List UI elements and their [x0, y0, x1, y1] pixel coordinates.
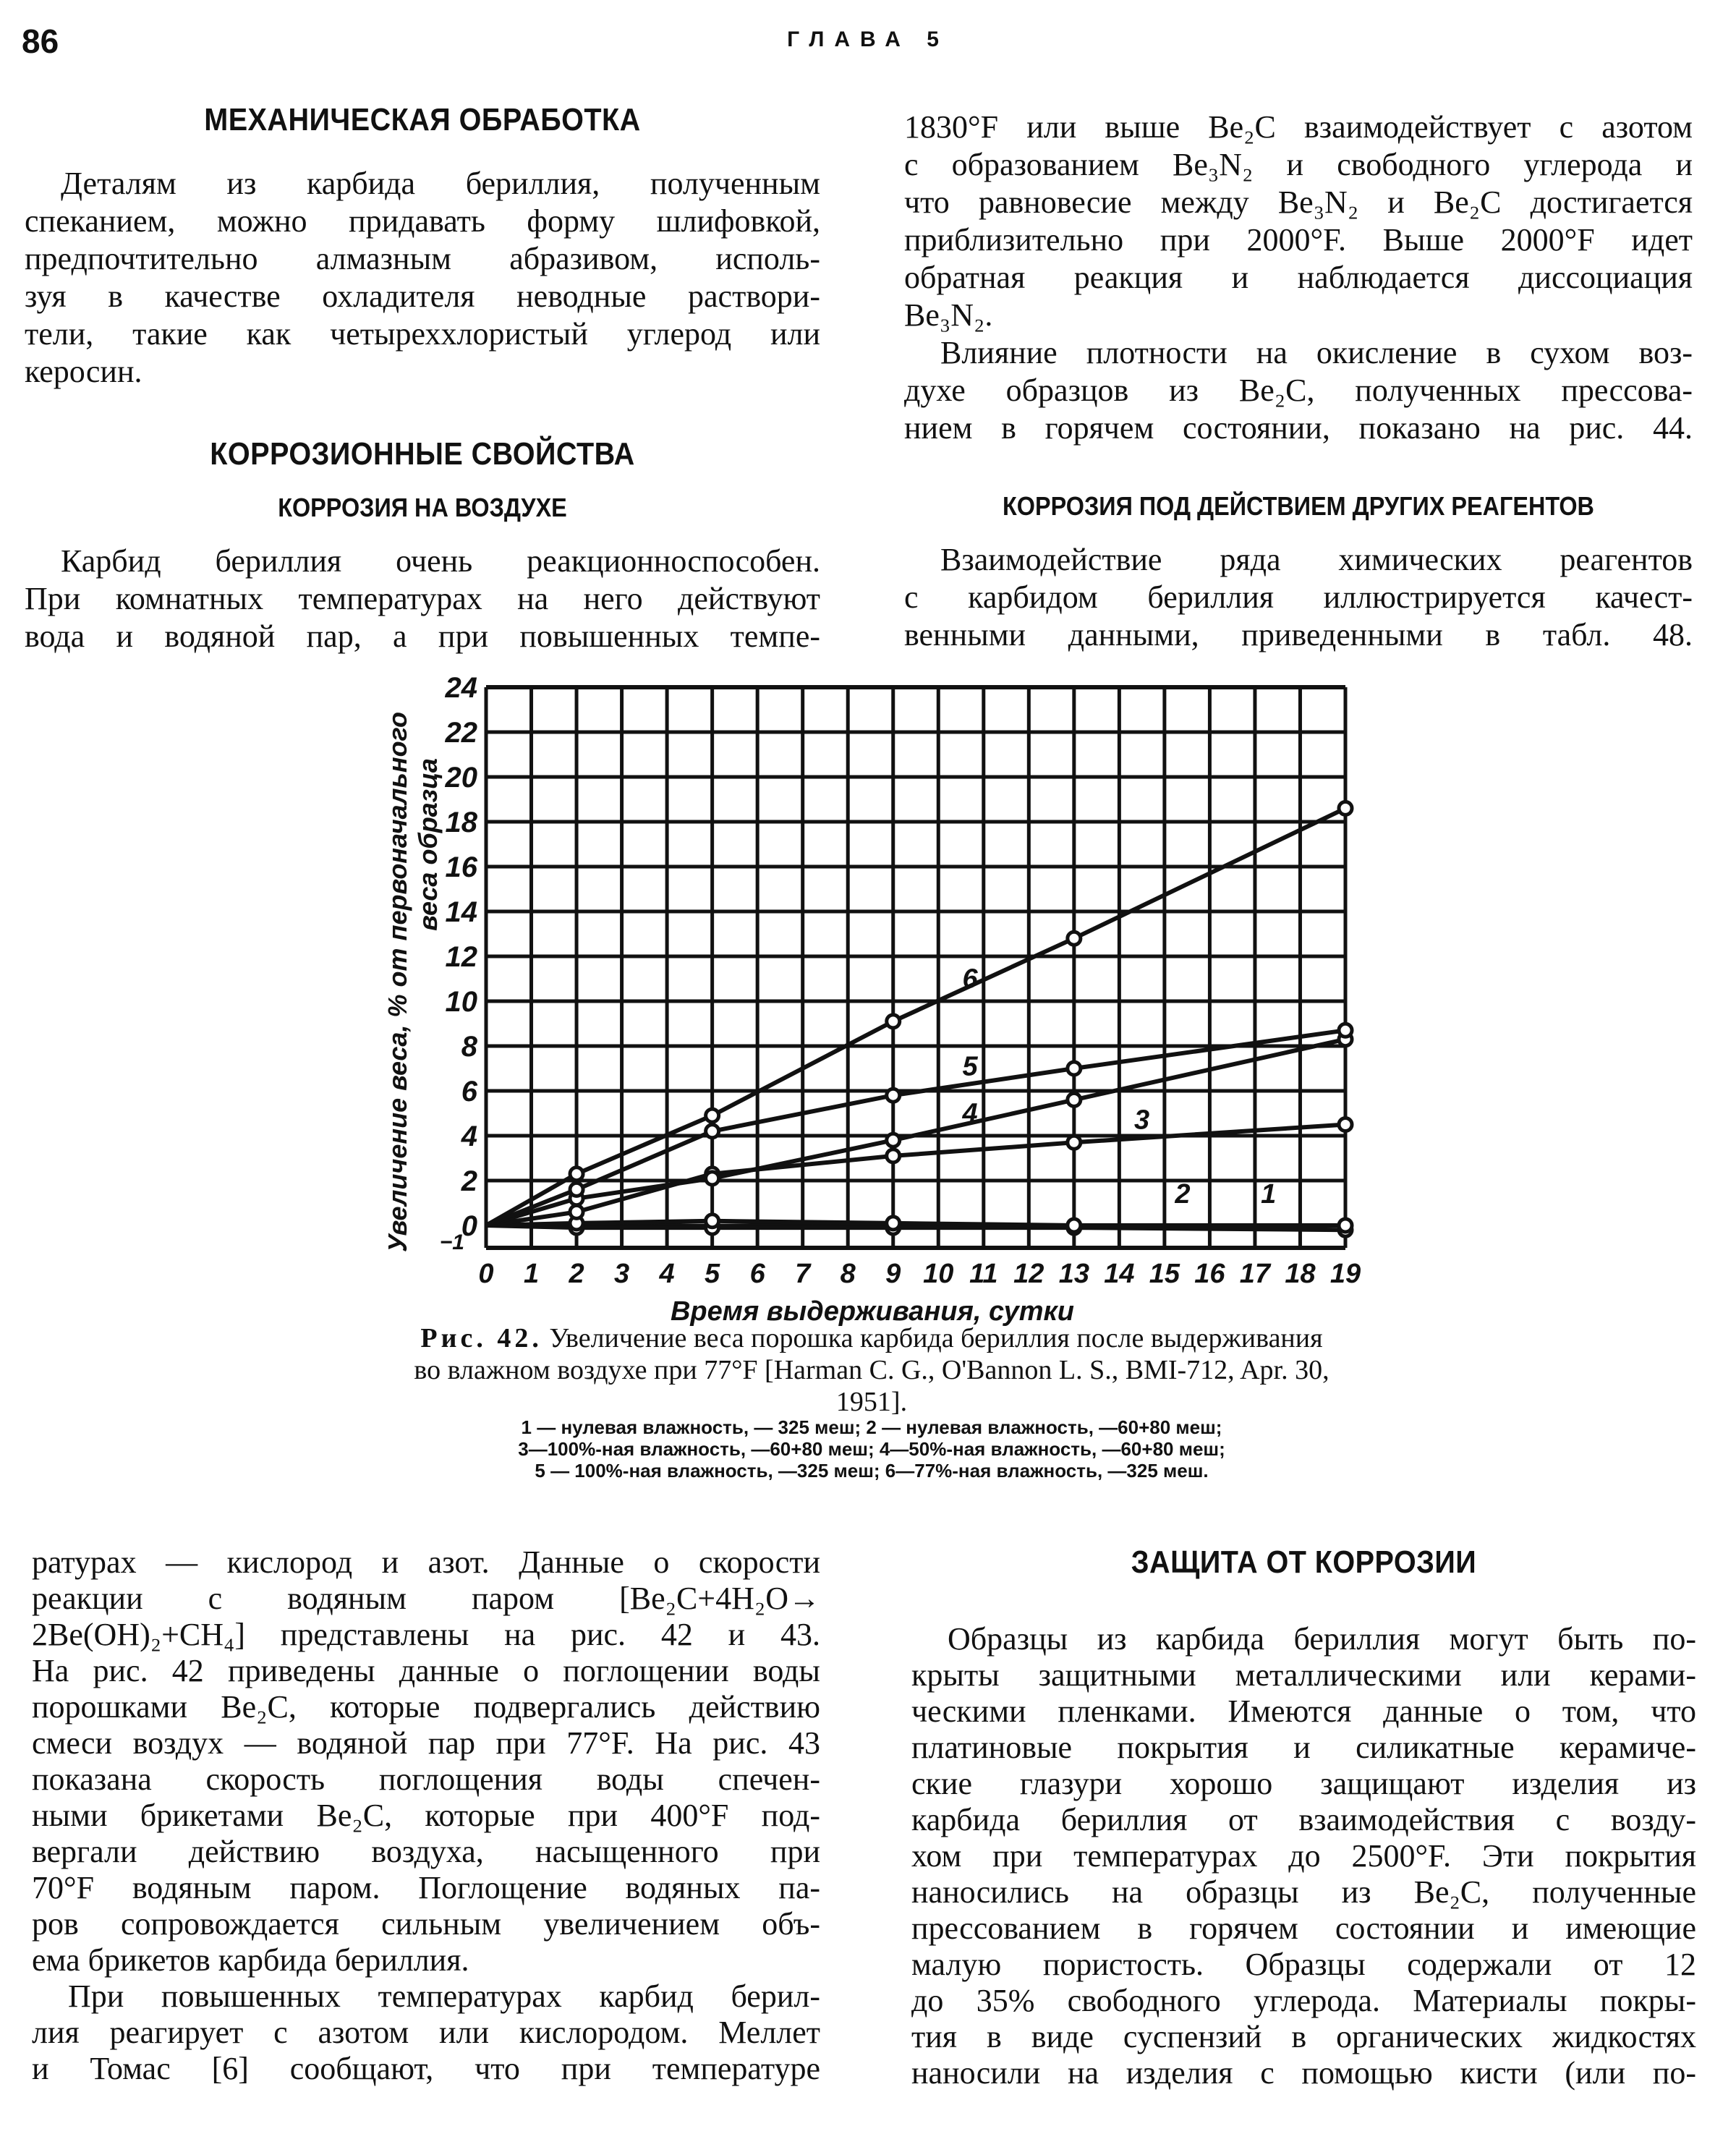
- subheading-other-reagents: КОРРОЗИЯ ПОД ДЕЙСТВИЕМ ДРУГИХ РЕАГЕНТОВ: [1003, 491, 1594, 521]
- y-tick-labels: [440, 672, 478, 1254]
- text-line: с карбидом бериллия иллюстрируется качест-: [904, 579, 1693, 615]
- data-point-series-2: [1068, 1219, 1081, 1232]
- figure-caption-text: Увеличение веса порошка карбида бериллия после выдерживания во влажном воздухе при 77°F [Harman C. G., O'Bannon L. S., BMI-712, Apr. 30, 1951].: [414, 1323, 1329, 1417]
- text-line: карбида бериллия от взаимодействия с возду-: [911, 1802, 1696, 1837]
- data-point-series-5: [887, 1089, 900, 1102]
- text-line: ными брикетами Be₂C, которые при 400°F под-: [32, 1798, 820, 1833]
- text-line: показана скорость поглощения воды спечен-: [32, 1761, 820, 1797]
- y-tick-label: −1: [439, 1230, 464, 1254]
- text-line: порошками Be₂C, которые подвергались действию: [32, 1689, 820, 1725]
- x-tick-label: 17: [1239, 1259, 1271, 1289]
- text-line: нием в горячем состоянии, показано на рис. 44.: [904, 410, 1693, 446]
- text-line: крыты защитными металлическими или керами-: [911, 1657, 1696, 1693]
- text-line: с образованием Be₃N₂ и свободного углерода и: [904, 147, 1693, 182]
- page-number: 86: [22, 22, 59, 60]
- series-label-2: 2: [1175, 1179, 1191, 1210]
- text-line: 1830°F или выше Be₂C взаимодействует с азотом: [904, 109, 1693, 145]
- text-line: 70°F водяным паром. Поглощение водяных па-: [32, 1870, 820, 1905]
- right-top-column: [904, 109, 1693, 654]
- y-axis-label-line-1: Увеличение веса, % от первоначального: [383, 712, 412, 1252]
- y-tick-label: 14: [445, 896, 477, 928]
- subheading-air-corrosion: КОРРОЗИЯ НА ВОЗДУХЕ: [278, 493, 567, 522]
- heading-machining: МЕХАНИЧЕСКАЯ ОБРАБОТКА: [204, 102, 641, 137]
- text-line: ские глазури хорошо защищают изделия из: [911, 1766, 1696, 1801]
- text-line: тели, такие как четыреххлористый углерод или: [25, 316, 820, 352]
- text-line: духе образцов из Be₂C, полученных прессова-: [904, 373, 1693, 408]
- text-line: Be₃N₂.: [904, 297, 993, 333]
- text-line: венными данными, приведенными в табл. 48.: [904, 617, 1693, 652]
- text-line: Карбид бериллия очень реакционноспособен.: [61, 543, 820, 579]
- high-temperature-paragraph: [32, 1978, 820, 2087]
- text-line: 2Be(OH)₂+CH₄] представлены на рис. 42 и 43.: [32, 1617, 820, 1652]
- data-point-series-2: [887, 1217, 900, 1230]
- legend-line: 5 — 100%-ная влажность, —325 меш; 6—77%-ная влажность, —325 меш.: [535, 1460, 1209, 1482]
- y-tick-label: 24: [445, 672, 477, 704]
- text-line: ема брикетов карбида бериллия.: [32, 1942, 469, 1978]
- series-line-5: [486, 1030, 1345, 1225]
- data-point-series-3: [1068, 1136, 1081, 1149]
- series-label-3: 3: [1134, 1105, 1150, 1136]
- figure-42-chart: [362, 672, 1374, 1327]
- x-tick-label: 0: [478, 1259, 494, 1289]
- text-line: зуя в качестве охладителя неводные раствори-: [25, 279, 820, 314]
- series-label-5: 5: [962, 1051, 978, 1082]
- y-tick-label: 16: [445, 851, 477, 883]
- data-point-series-3: [570, 1205, 583, 1218]
- text-line: Взаимодействие ряда химических реагентов: [940, 542, 1693, 577]
- text-line: платиновые покрытия и силикатные керамиче-: [911, 1730, 1696, 1765]
- air-paragraph: [25, 543, 820, 655]
- text-line: приблизительно при 2000°F. Выше 2000°F идет: [904, 222, 1693, 258]
- text-line: Деталям из карбида бериллия, полученным: [61, 166, 820, 201]
- text-line: малую пористость. Образцы содержали от 12: [911, 1947, 1696, 1982]
- nitrogen-paragraph: [904, 109, 1693, 334]
- x-tick-label: 5: [705, 1259, 720, 1289]
- text-line: и Томас [6] сообщают, что при температуре: [32, 2051, 820, 2086]
- text-line: предпочтительно алмазным абразивом, исполь-: [25, 241, 820, 276]
- x-tick-label: 1: [523, 1259, 540, 1289]
- text-line: На рис. 42 приведены данные о поглощении воды: [32, 1653, 820, 1688]
- y-tick-label: 20: [445, 762, 477, 794]
- text-line: прессованием в горячем состоянии и имеющие: [911, 1910, 1696, 1946]
- x-tick-label: 10: [923, 1259, 954, 1289]
- figure-legend: [391, 1416, 1353, 1482]
- data-point-series-6: [570, 1168, 583, 1181]
- x-tick-label: 2: [569, 1259, 584, 1289]
- text-line: наносили на изделия с помощью кисти (или по-: [911, 2055, 1696, 2091]
- data-point-series-2: [706, 1215, 719, 1228]
- text-line: наносились на образцы из Be₂C, полученные: [911, 1874, 1696, 1910]
- chart-grid: [486, 687, 1345, 1248]
- protection-paragraph: [911, 1621, 1696, 2091]
- x-tick-label: 11: [969, 1259, 998, 1289]
- data-point-series-6: [1339, 802, 1352, 815]
- data-point-series-3: [887, 1149, 900, 1162]
- y-tick-label: 18: [445, 807, 477, 838]
- reagents-paragraph: [904, 541, 1693, 654]
- x-tick-label: 16: [1194, 1259, 1225, 1289]
- text-line: тия в виде суспензий в органических жидкостях: [911, 2019, 1696, 2054]
- y-tick-label: 12: [445, 941, 477, 973]
- series-label-4: 4: [962, 1098, 978, 1129]
- data-point-series-4: [1068, 1093, 1081, 1106]
- x-tick-label: 6: [749, 1259, 765, 1289]
- x-tick-label: 18: [1285, 1259, 1316, 1289]
- text-line: керосин.: [25, 354, 142, 389]
- y-tick-label: 10: [445, 986, 477, 1018]
- data-point-series-5: [706, 1125, 719, 1138]
- series-label-6: 6: [962, 964, 978, 995]
- data-point-series-6: [1068, 932, 1081, 945]
- text-line: ратурах — кислород и азот. Данные о скорости: [32, 1544, 820, 1580]
- text-line: При комнатных температурах на него действуют: [25, 581, 820, 616]
- data-point-series-3: [1339, 1118, 1352, 1131]
- heading-corrosion-properties: КОРРОЗИОННЫЕ СВОЙСТВА: [210, 436, 635, 472]
- y-tick-label: 2: [461, 1165, 477, 1197]
- text-line: реакции с водяным паром [Be₂C+4H₂O→: [32, 1581, 820, 1616]
- heading-corrosion-protection: ЗАЩИТА ОТ КОРРОЗИИ: [1131, 1544, 1477, 1580]
- data-point-series-2: [1339, 1219, 1352, 1232]
- text-line: спеканием, можно придавать форму шлифовкой,: [25, 203, 820, 239]
- water-vapor-paragraph: [32, 1544, 820, 1978]
- y-tick-label: 22: [445, 717, 477, 749]
- data-point-series-5: [1339, 1024, 1352, 1037]
- x-tick-label: 13: [1058, 1259, 1089, 1289]
- text-line: вергали действию воздуха, насыщенного при: [32, 1834, 820, 1869]
- x-tick-label: 4: [659, 1259, 675, 1289]
- series-line-6: [486, 808, 1345, 1225]
- text-line: Влияние плотности на окисление в сухом воз-: [940, 335, 1693, 370]
- x-tick-label: 9: [885, 1259, 901, 1289]
- x-tick-label: 19: [1329, 1259, 1361, 1289]
- left-bottom-column: [32, 1544, 820, 2087]
- x-tick-label: 15: [1149, 1259, 1180, 1289]
- text-line: что равновесие между Be₃N₂ и Be₂C достигается: [904, 184, 1693, 220]
- text-line: При повышенных температурах карбид берил-: [68, 1978, 820, 2014]
- text-line: смеси воздух — водяной пар при 77°F. На рис. 43: [32, 1725, 820, 1761]
- y-axis-label-line-2: веса образца: [413, 758, 443, 931]
- data-point-series-6: [706, 1109, 719, 1122]
- legend-line: 1 — нулевая влажность, — 325 меш; 2 — нулевая влажность, —60+80 меш;: [521, 1416, 1222, 1438]
- data-point-series-6: [887, 1015, 900, 1028]
- figure-caption: [405, 1322, 1338, 1418]
- text-line: Образцы из карбида бериллия могут быть по-: [948, 1621, 1696, 1657]
- legend-line: 3—100%-ная влажность, —60+80 меш; 4—50%-ная влажность, —60+80 меш;: [518, 1438, 1225, 1460]
- x-tick-label: 8: [840, 1259, 856, 1289]
- y-tick-label: 4: [461, 1121, 477, 1152]
- text-line: ческими пленками. Имеются данные о том, что: [911, 1693, 1696, 1729]
- text-line: хом при температурах до 2500°F. Эти покрытия: [911, 1838, 1696, 1874]
- data-point-series-5: [570, 1183, 583, 1196]
- text-line: до 35% свободного углерода. Материалы покры-: [911, 1983, 1696, 2018]
- text-line: обратная реакция и наблюдается диссоциация: [904, 260, 1693, 295]
- x-tick-labels: [478, 1259, 1361, 1289]
- x-tick-label: 3: [614, 1259, 630, 1289]
- figure-caption-prefix: Рис. 42.: [420, 1323, 542, 1353]
- x-axis-label: Время выдерживания, сутки: [670, 1296, 1075, 1327]
- density-paragraph: [904, 334, 1693, 447]
- running-head: ГЛАВА 5: [787, 27, 949, 51]
- data-point-series-5: [1068, 1062, 1081, 1075]
- data-point-series-4: [887, 1134, 900, 1147]
- x-tick-label: 14: [1104, 1259, 1135, 1289]
- text-line: вода и водяной пар, а при повышенных темпе-: [25, 618, 820, 654]
- x-tick-label: 7: [795, 1259, 811, 1289]
- data-point-series-4: [706, 1172, 719, 1185]
- y-tick-label: 8: [461, 1031, 477, 1063]
- x-tick-label: 12: [1013, 1259, 1044, 1289]
- y-tick-label: 0: [461, 1210, 477, 1242]
- series-label-1: 1: [1261, 1179, 1277, 1210]
- text-line: лия реагирует с азотом или кислородом. Меллет: [32, 2015, 820, 2050]
- y-tick-label: 6: [461, 1076, 477, 1108]
- left-top-column: [25, 101, 820, 655]
- right-bottom-column: [911, 1544, 1696, 2091]
- text-line: ров сопровождается сильным увеличением объ-: [32, 1906, 820, 1942]
- machining-paragraph: [25, 165, 820, 391]
